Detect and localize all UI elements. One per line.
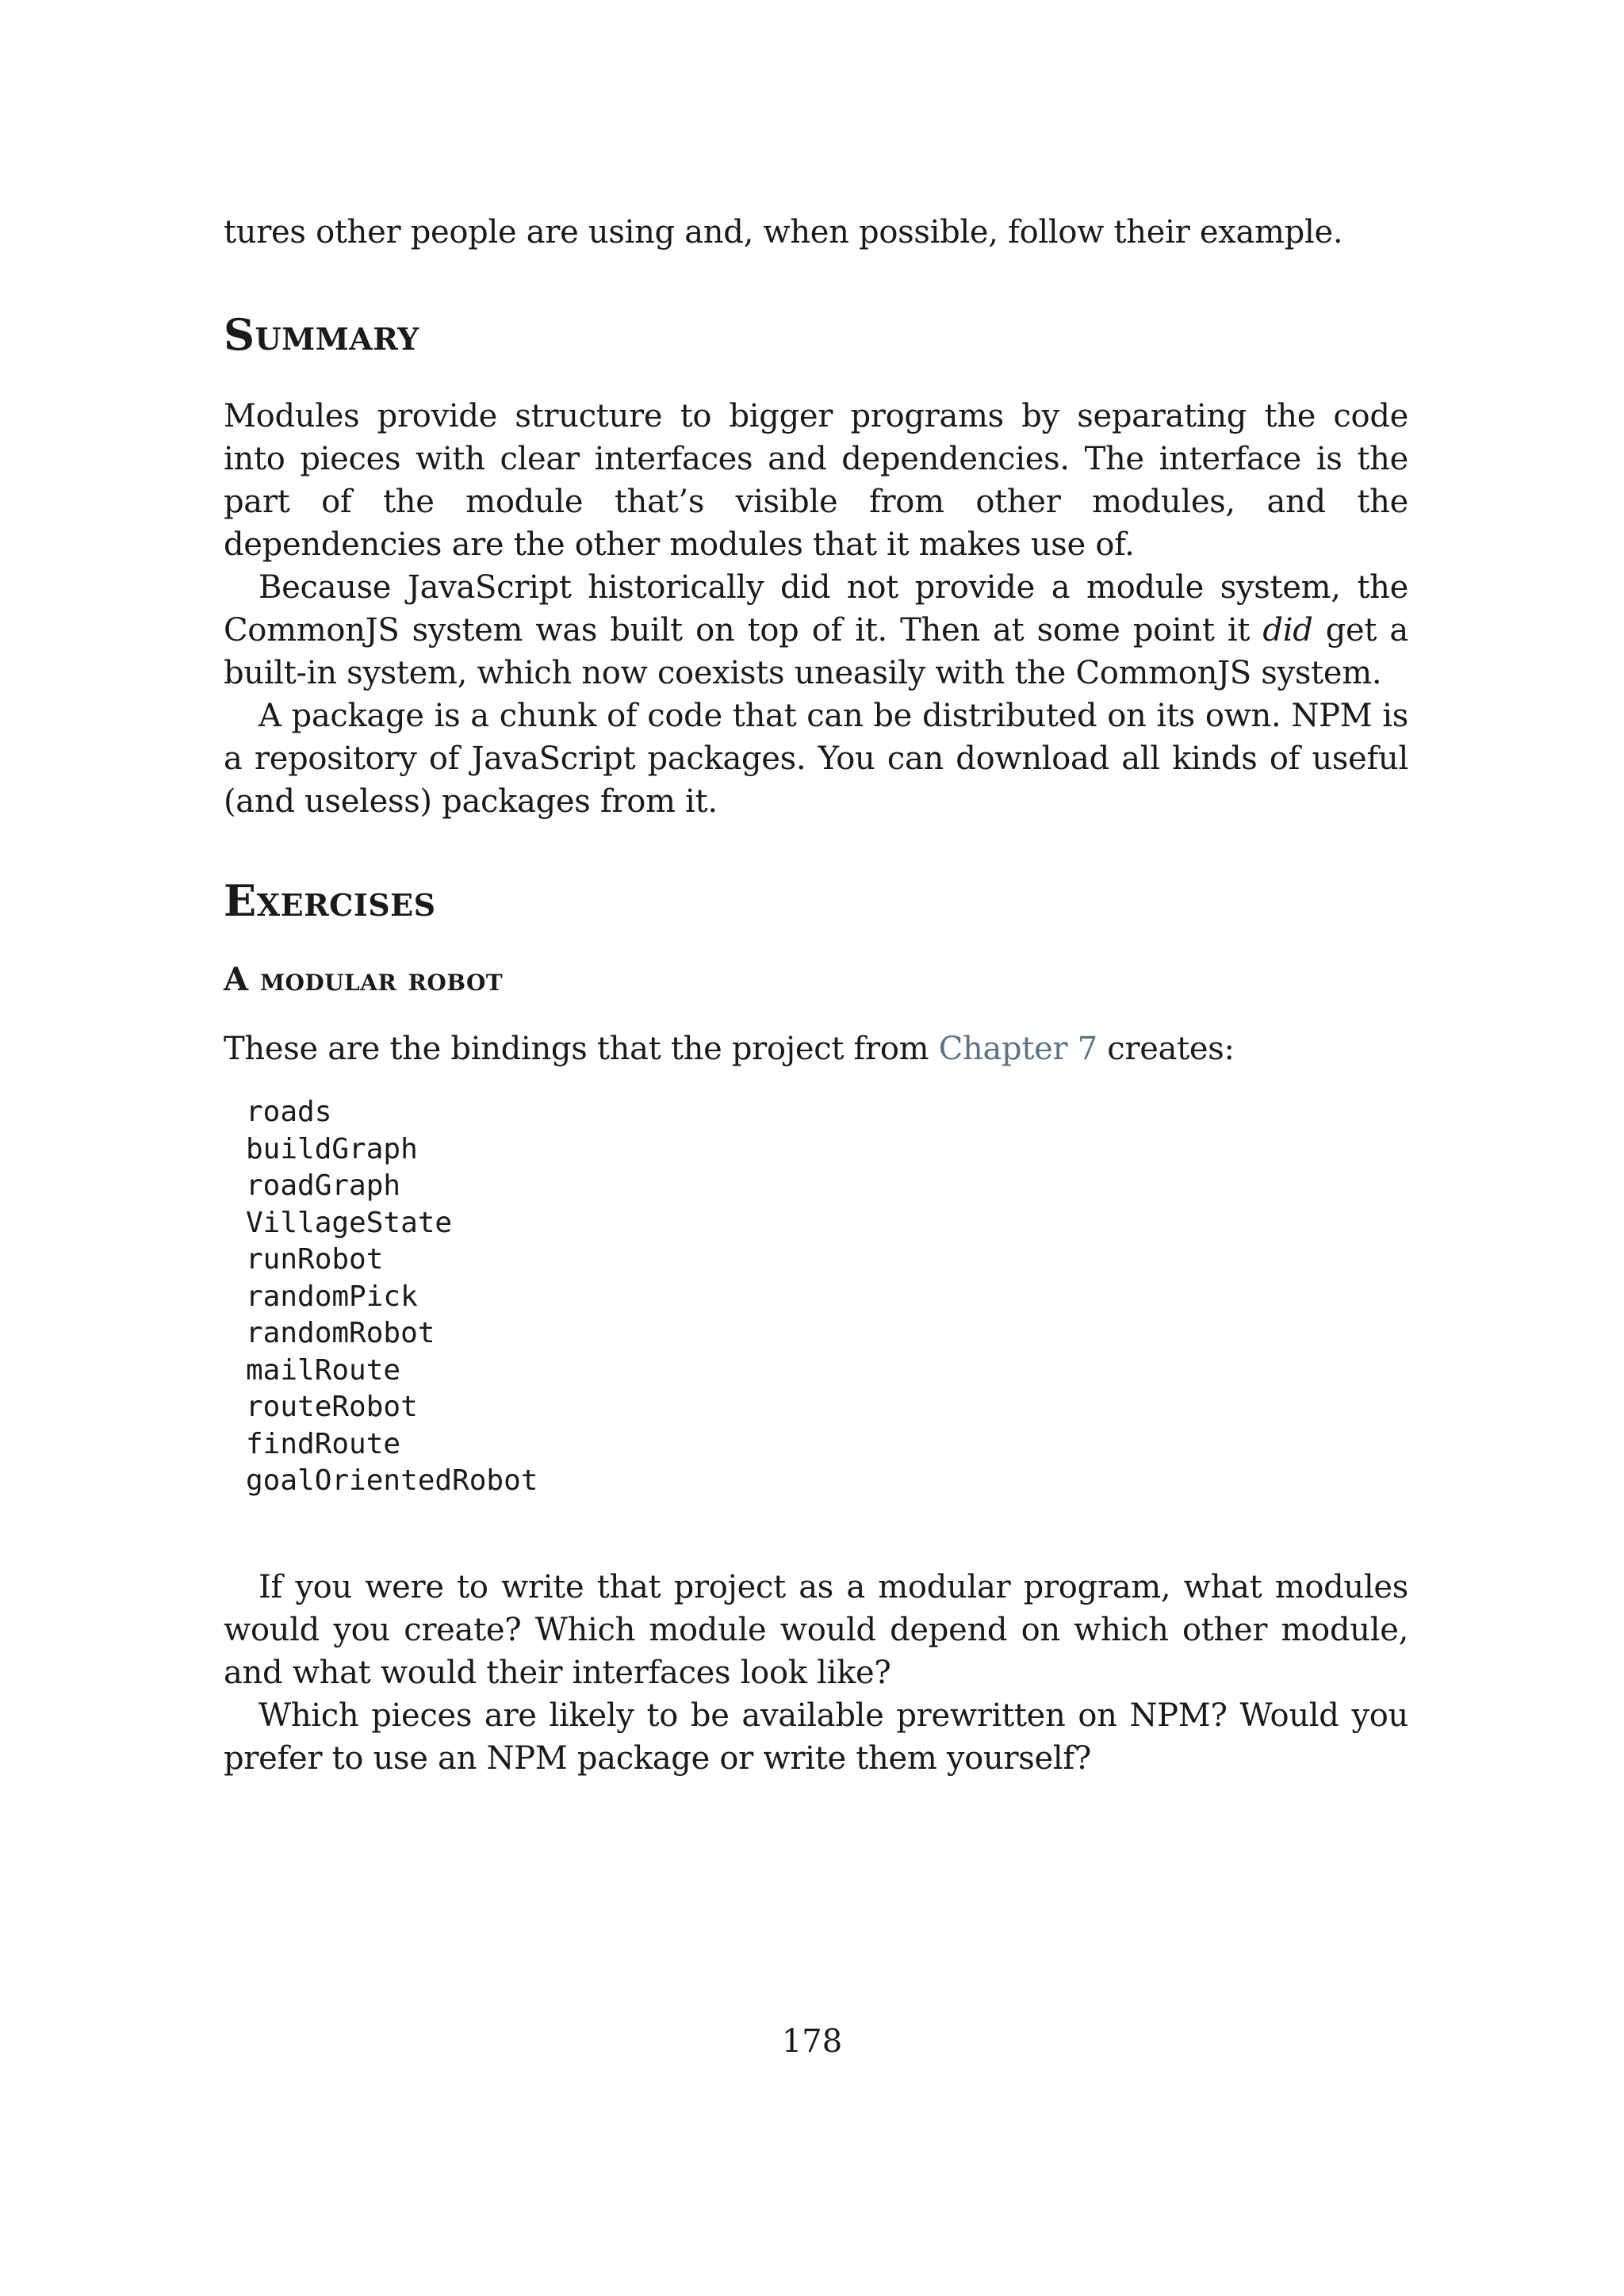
binding-name: goalOrientedRobot: [246, 1464, 538, 1497]
binding-name: mailRoute: [246, 1353, 401, 1387]
binding-name: runRobot: [246, 1243, 384, 1276]
bindings-list: [224, 1094, 1408, 1500]
binding-name: randomRobot: [246, 1317, 435, 1349]
summary-p2-text-end: get a built-in system, which now coexists uneasily with the CommonJS system.: [224, 612, 1408, 691]
summary-p2-text-start: Because JavaScript historically did not provide a module system, the CommonJS system was built on top of it. Then at some point it: [224, 569, 1408, 649]
summary-p2-emphasis: did: [1262, 612, 1313, 649]
binding-name: buildGraph: [246, 1132, 418, 1165]
intro-paragraph: [224, 211, 1408, 254]
binding-name: randomPick: [246, 1280, 418, 1313]
exercise-intro-text-start: These are the bindings that the project from: [224, 1031, 939, 1067]
exercise-question-2: Which pieces are likely to be available prewritten on NPM? Would you prefer to use an NPM package or write them yourself?: [224, 1697, 1408, 1777]
summary-heading: Summary: [224, 309, 419, 360]
exercise-questions: [224, 1566, 1408, 1780]
binding-name: VillageState: [246, 1206, 453, 1239]
summary-section: [224, 309, 1408, 360]
exercise-intro-line: [224, 1027, 1408, 1070]
chapter-7-link[interactable]: Chapter 7: [938, 1031, 1097, 1067]
intro-line: tures other people are using and, when possible, follow their example.: [224, 214, 1343, 251]
exercise-intro: [224, 1027, 1408, 1070]
summary-body: [224, 395, 1408, 823]
summary-paragraph-1: Modules provide structure to bigger programs by separating the code into pieces with clear interfaces and dependencies. The interface is the part of the module that’s visible from other modules, and the dependencies are the other modules that it makes use of.: [224, 398, 1408, 563]
binding-name: roads: [246, 1096, 332, 1128]
summary-paragraph-2: [224, 566, 1408, 695]
binding-name: findRoute: [246, 1427, 401, 1460]
bindings-code-block: [224, 1094, 1408, 1500]
page-number: 178: [781, 2023, 843, 2060]
binding-name: routeRobot: [246, 1391, 418, 1423]
exercises-section: [224, 875, 1408, 926]
exercise-question-1: If you were to write that project as a modular program, what modules would you create? Which module would depend on which other module, and what would their interfaces look like?: [224, 1569, 1408, 1691]
exercise-title: [224, 961, 1408, 998]
summary-paragraph-3: A package is a chunk of code that can be distributed on its own. NPM is a repository of JavaScript packages. You can download all kinds of useful (and useless) packages from it.: [224, 698, 1408, 820]
binding-name: roadGraph: [246, 1169, 401, 1202]
exercise-subheading: A modular robot: [224, 961, 504, 998]
exercise-intro-text-end: creates:: [1097, 1031, 1235, 1067]
exercises-heading: Exercises: [224, 875, 436, 926]
